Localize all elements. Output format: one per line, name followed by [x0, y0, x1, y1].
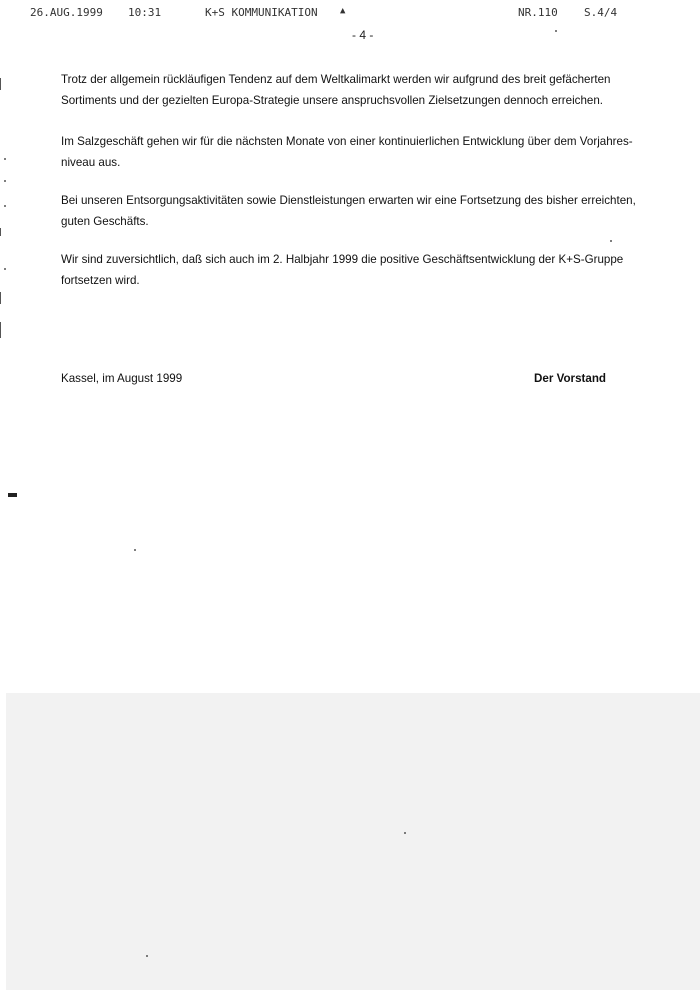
margin-mark — [0, 228, 1, 236]
signer: Der Vorstand — [534, 372, 606, 385]
paragraph-4 — [61, 249, 661, 291]
fax-marker-icon: ▲ — [340, 6, 346, 16]
fax-date: 26.AUG.1999 — [30, 6, 103, 19]
paragraph-1 — [61, 69, 661, 111]
scan-speck — [4, 205, 6, 207]
fax-page: S.4/4 — [584, 6, 618, 19]
scan-speck — [610, 240, 612, 242]
paragraph-text: Bei unseren Entsorgungsaktivitäten sowie Dienstleistungen erwarten wir eine Fortsetzung des bisher erreichten, guten Geschäfts. — [61, 194, 636, 228]
margin-mark — [0, 292, 1, 304]
scan-shade — [6, 693, 700, 990]
scan-speck — [146, 955, 148, 957]
margin-mark — [0, 322, 1, 338]
page-number: - 4 - — [352, 28, 374, 42]
fax-sender: K+S KOMMUNIKATION — [205, 6, 318, 19]
scan-arrow-mark — [8, 493, 17, 497]
scan-speck — [4, 268, 6, 270]
fax-header — [0, 6, 700, 22]
margin-mark — [0, 78, 1, 90]
scan-speck — [404, 832, 406, 834]
scan-speck — [134, 549, 136, 551]
fax-time: 10:31 — [128, 6, 162, 19]
scan-speck — [555, 30, 557, 32]
paragraph-2 — [61, 131, 661, 173]
paragraph-text: Trotz der allgemein rückläufigen Tendenz auf dem Weltkalimarkt werden wir aufgrund des breit gefächerten Sortiments und der gezielten Europa-Strategie unsere anspruchsvollen Zielsetzungen dennoch erreichen. — [61, 73, 611, 107]
paragraph-text: Wir sind zuversichtlich, daß sich auch im 2. Halbjahr 1999 die positive Geschäftsentwicklung der K+S-Gruppe fortsetzen wird. — [61, 253, 624, 287]
scan-speck — [4, 158, 6, 160]
fax-number: NR.110 — [518, 6, 558, 19]
scan-speck — [4, 180, 6, 182]
place-date: Kassel, im August 1999 — [61, 372, 183, 385]
paragraph-3 — [61, 190, 661, 232]
paragraph-text: Im Salzgeschäft gehen wir für die nächsten Monate von einer kontinuierlichen Entwicklung über dem Vorjahres-niveau aus. — [61, 135, 633, 169]
